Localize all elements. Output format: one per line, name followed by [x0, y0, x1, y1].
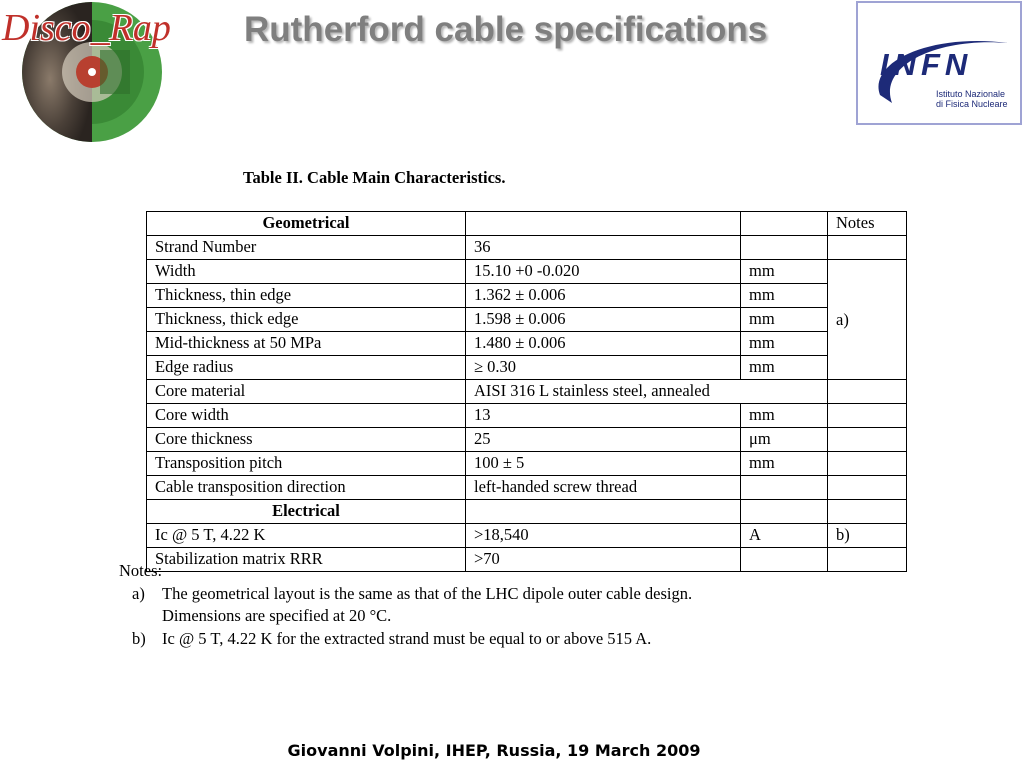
param-name: Width [147, 260, 466, 284]
note-text: Ic @ 5 T, 4.22 K for the extracted strand must be equal to or above 515 A. [162, 628, 652, 648]
param-unit [741, 236, 828, 260]
param-name: Ic @ 5 T, 4.22 K [147, 524, 466, 548]
param-value: >18,540 [466, 524, 741, 548]
table-cell [466, 212, 741, 236]
table-row [147, 524, 907, 548]
param-name: Core material [147, 380, 466, 404]
cable-spec-table [146, 211, 907, 572]
notes-heading: Notes: [119, 561, 163, 580]
geometrical-note: a) [828, 260, 907, 380]
param-name: Strand Number [147, 236, 466, 260]
param-name: Transposition pitch [147, 452, 466, 476]
param-unit [741, 548, 828, 572]
param-value: 36 [466, 236, 741, 260]
table-row [147, 236, 907, 260]
param-note [828, 428, 907, 452]
param-name: Edge radius [147, 356, 466, 380]
note-marker: a) [132, 583, 145, 603]
table-row [147, 260, 907, 284]
param-value: 100 ± 5 [466, 452, 741, 476]
note-marker: b) [132, 628, 146, 648]
table-row [147, 428, 907, 452]
note-item [119, 628, 652, 651]
param-value: 25 [466, 428, 741, 452]
table-row [147, 332, 907, 356]
infn-word: INFN [880, 47, 973, 82]
table-cell [741, 212, 828, 236]
note-text: Dimensions are specified at 20 °C. [162, 606, 392, 625]
table-caption: Table II. Cable Main Characteristics. [243, 168, 506, 187]
table-section-row [147, 500, 907, 524]
param-note [828, 380, 907, 404]
param-unit [741, 476, 828, 500]
param-unit: mm [741, 452, 828, 476]
param-note [828, 404, 907, 428]
table-row [147, 548, 907, 572]
param-value: 15.10 +0 -0.020 [466, 260, 741, 284]
logo-text: Disco_Rap [2, 7, 171, 49]
note-item-continuation [119, 605, 392, 628]
disco-rap-logo [0, 0, 200, 145]
notes-section [119, 560, 693, 650]
slide-title: Rutherford cable specifications [244, 10, 768, 49]
param-name: Mid-thickness at 50 MPa [147, 332, 466, 356]
table-row [147, 380, 907, 404]
param-name: Core thickness [147, 428, 466, 452]
table-row [147, 476, 907, 500]
table-header-row [147, 212, 907, 236]
param-value: >70 [466, 548, 741, 572]
param-value: 1.598 ± 0.006 [466, 308, 741, 332]
param-note [828, 452, 907, 476]
param-unit: mm [741, 260, 828, 284]
table-cell [741, 500, 828, 524]
param-name: Cable transposition direction [147, 476, 466, 500]
param-note [828, 236, 907, 260]
slide-footer [0, 741, 1024, 760]
param-value: ≥ 0.30 [466, 356, 741, 380]
param-note [828, 548, 907, 572]
param-value: AISI 316 L stainless steel, annealed [466, 380, 828, 404]
param-note: b) [828, 524, 907, 548]
param-value: 1.362 ± 0.006 [466, 284, 741, 308]
param-value: left-handed screw thread [466, 476, 741, 500]
param-unit: A [741, 524, 828, 548]
table-row [147, 452, 907, 476]
param-note [828, 476, 907, 500]
footer-text: Giovanni Volpini, IHEP, Russia, 19 March 2009 [287, 741, 701, 760]
param-unit: mm [741, 284, 828, 308]
param-unit: mm [741, 308, 828, 332]
param-name: Thickness, thin edge [147, 284, 466, 308]
param-name: Core width [147, 404, 466, 428]
table-cell [828, 500, 907, 524]
note-text: The geometrical layout is the same as that of the LHC dipole outer cable design. [162, 583, 693, 603]
section-header-geometrical: Geometrical [147, 212, 466, 236]
table-row [147, 404, 907, 428]
spec-table-container [146, 211, 875, 568]
param-unit: mm [741, 332, 828, 356]
note-item [119, 583, 693, 606]
param-value: 1.480 ± 0.006 [466, 332, 741, 356]
infn-logo [856, 1, 1022, 125]
param-name: Stabilization matrix RRR [147, 548, 466, 572]
section-header-electrical: Electrical [147, 500, 466, 524]
table-row [147, 284, 907, 308]
param-value: 13 [466, 404, 741, 428]
param-unit: μm [741, 428, 828, 452]
table-cell [466, 500, 741, 524]
param-unit: mm [741, 356, 828, 380]
table-row [147, 356, 907, 380]
notes-column-header: Notes [828, 212, 907, 236]
param-unit: mm [741, 404, 828, 428]
infn-subtitle-line2: di Fisica Nucleare [936, 99, 1008, 109]
param-name: Thickness, thick edge [147, 308, 466, 332]
infn-subtitle-line1: Istituto Nazionale [936, 89, 1006, 99]
table-row [147, 308, 907, 332]
